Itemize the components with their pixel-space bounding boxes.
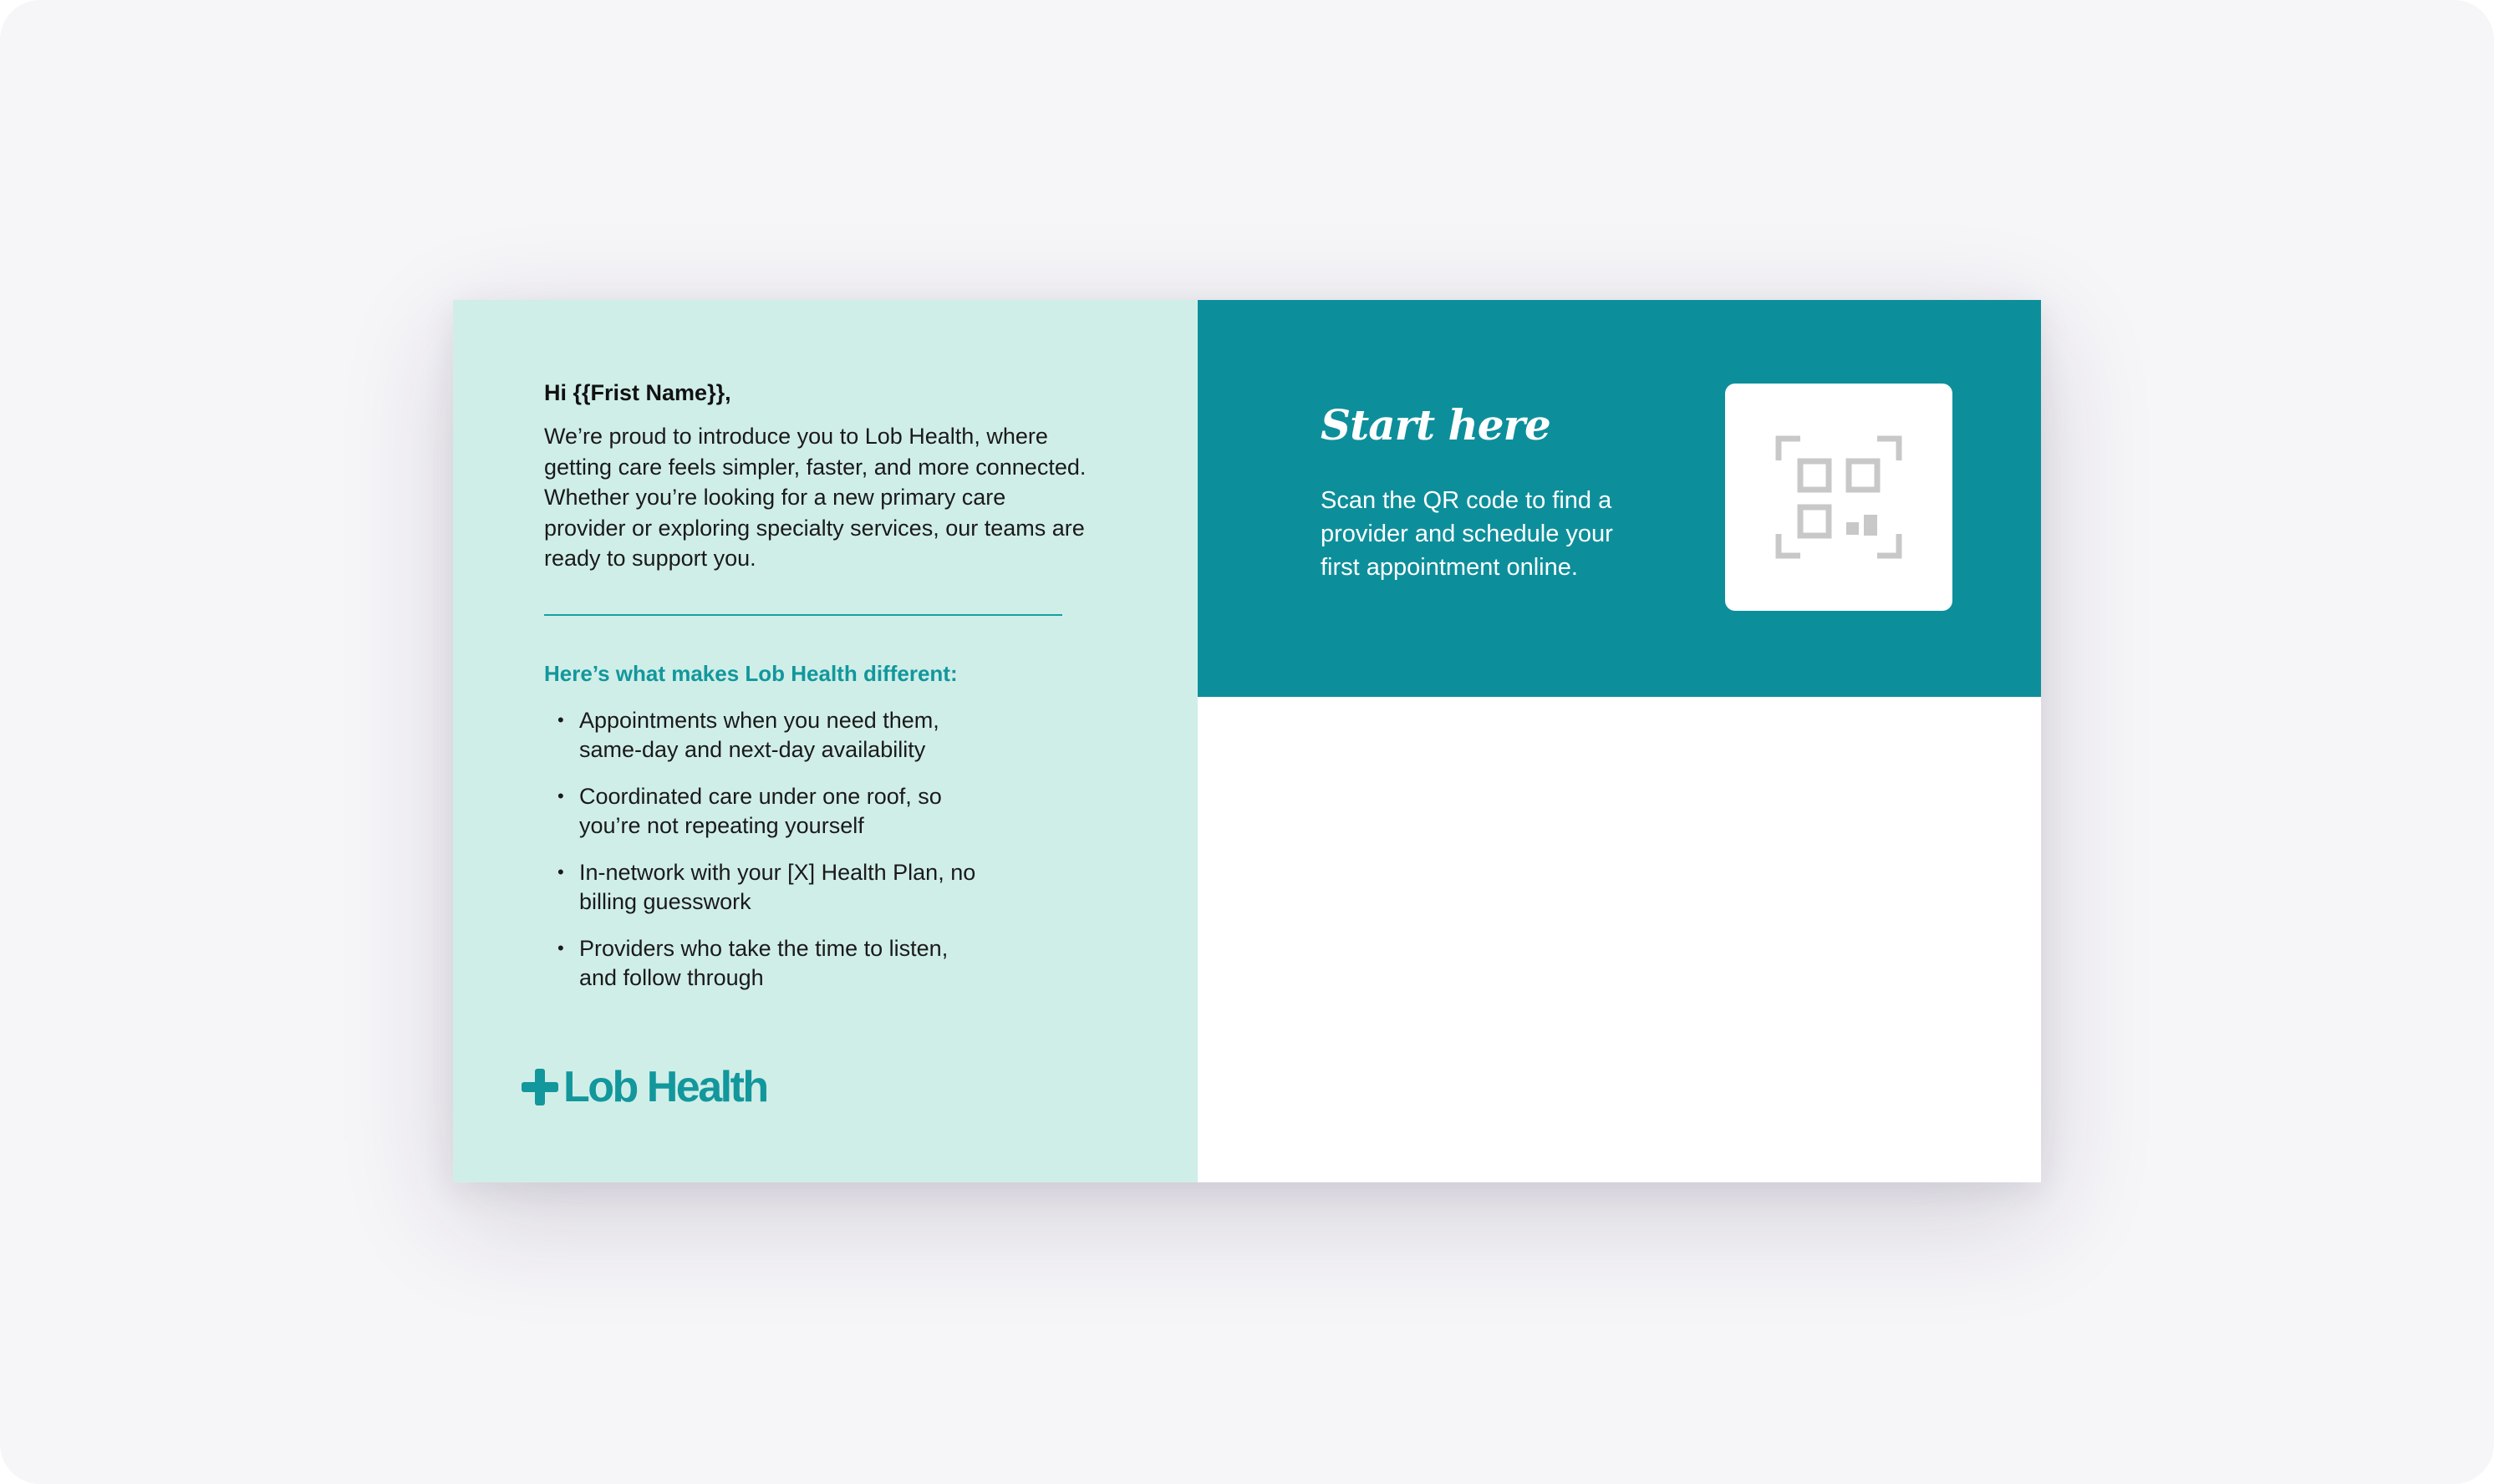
list-item-line: you’re not repeating yourself — [579, 812, 864, 838]
cta-body-line: first appointment online. — [1321, 554, 1578, 581]
differentiators-heading: Here’s what makes Lob Health different: — [544, 661, 958, 686]
cta-title: Start here — [1321, 400, 1550, 450]
brand-logo — [522, 1062, 767, 1112]
intro-paragraph: We’re proud to introduce you to Lob Health, where getting care feels simpler, faster, and more connected. Whether you’re looking for a new primary care provider or exploring specialty services, our teams are ready to support you. — [544, 424, 1087, 571]
postcard-mailer — [453, 300, 2041, 1182]
cta-band — [1198, 300, 2041, 697]
greeting: Hi {{Frist Name}}, — [544, 380, 731, 405]
list-item-line: In-network with your [X] Health Plan, no — [579, 860, 976, 885]
list-item-line: Providers who take the time to listen, — [579, 936, 949, 961]
qr-code-placeholder-icon — [1725, 384, 1952, 611]
brand-logo-text: Lob Health — [563, 1063, 767, 1111]
list-item — [544, 858, 1046, 916]
qr-code-card[interactable] — [1725, 384, 1952, 611]
cta-body-line: Scan the QR code to find a — [1321, 487, 1612, 514]
bullet-icon: • — [557, 709, 564, 730]
section-divider — [544, 614, 1062, 616]
list-item — [544, 934, 1046, 992]
plus-cross-icon — [522, 1069, 558, 1105]
list-item-line: Appointments when you need them, — [579, 708, 939, 733]
list-item-line: and follow through — [579, 964, 764, 990]
list-item — [544, 782, 1046, 840]
bullet-icon: • — [557, 785, 564, 806]
list-item — [544, 706, 1046, 764]
intro-panel — [453, 300, 1198, 1182]
list-item-line: same-day and next-day availability — [579, 736, 926, 762]
bullet-icon: • — [557, 861, 564, 882]
address-panel — [1198, 300, 2041, 1182]
cta-body-line: provider and schedule your — [1321, 521, 1613, 547]
bullet-icon: • — [557, 938, 564, 958]
cta-body — [1321, 484, 1655, 584]
differentiators-list — [544, 706, 1046, 1010]
list-item-line: Coordinated care under one roof, so — [579, 784, 942, 809]
list-item-line: billing guesswork — [579, 888, 751, 914]
